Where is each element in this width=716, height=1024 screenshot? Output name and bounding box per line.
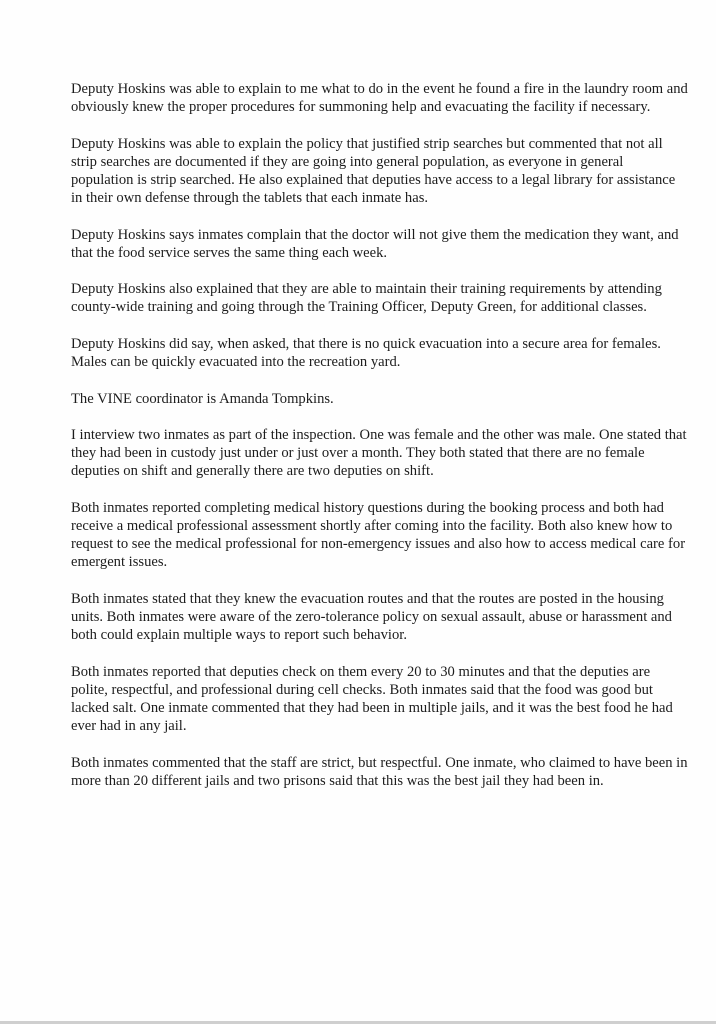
paragraph-cell-checks-food: Both inmates reported that deputies check on them every 20 to 30 minutes and that the deputies are polite, respectful, and professional during cell checks. Both inmates said that the food was good but lacked salt. One inmate commented that they had been in multiple jails, and it was the best food he had ever had in any jail. xyxy=(71,663,673,734)
paragraph-training-requirements: Deputy Hoskins also explained that they are able to maintain their training requirements by attending county-wide training and going through the Training Officer, Deputy Green, for additional classes. xyxy=(71,281,662,316)
paragraph-strip-search-policy: Deputy Hoskins was able to explain the policy that justified strip searches but commented that not all strip searches are documented if they are going into general population, as everyone in general population is strip searched. He also explained that deputies have access to a legal library for assistance in their own defense through the tablets that each inmate has. xyxy=(71,135,676,206)
paragraph-inmate-complaints: Deputy Hoskins says inmates complain that the doctor will not give them the medication they want, and that the food service serves the same thing each week. xyxy=(71,226,679,261)
paragraph-staff-comments: Both inmates commented that the staff are strict, but respectful. One inmate, who claimed to have been in more than 20 different jails and two prisons said that this was the best jail they had been in. xyxy=(71,754,688,789)
paragraph-medical-history: Both inmates reported completing medical history questions during the booking process and both had receive a medical professional assessment shortly after coming into the facility. Both also knew how to request to see the medical professional for non-emergency issues and also how to access medical care for emergent issues. xyxy=(71,500,686,571)
paragraph-evacuation-areas: Deputy Hoskins did say, when asked, that there is no quick evacuation into a secure area for females. Males can be quickly evacuated into the recreation yard. xyxy=(71,335,661,371)
paragraph-evacuation-routes: Both inmates stated that they knew the evacuation routes and that the routes are posted in the housing units. Both inmates were aware of the zero-tolerance policy on sexual assault, abuse or harassment and both could explain multiple ways to report such behavior. xyxy=(71,590,672,644)
paragraph-fire-procedures: Deputy Hoskins was able to explain to me what to do in the event he found a fire in the laundry room and obviously knew the proper procedures for summoning help and evacuating the facility if necessary. xyxy=(71,81,688,116)
paragraph-vine-coordinator: The VINE coordinator is Amanda Tompkins. xyxy=(71,390,334,407)
paragraph-inmate-interviews: I interview two inmates as part of the inspection. One was female and the other was male. One stated that they had been in custody just under or just over a month. They both stated that there are no female deputies on shift and generally there are two deputies on shift. xyxy=(71,427,687,480)
document-body xyxy=(71,80,689,808)
